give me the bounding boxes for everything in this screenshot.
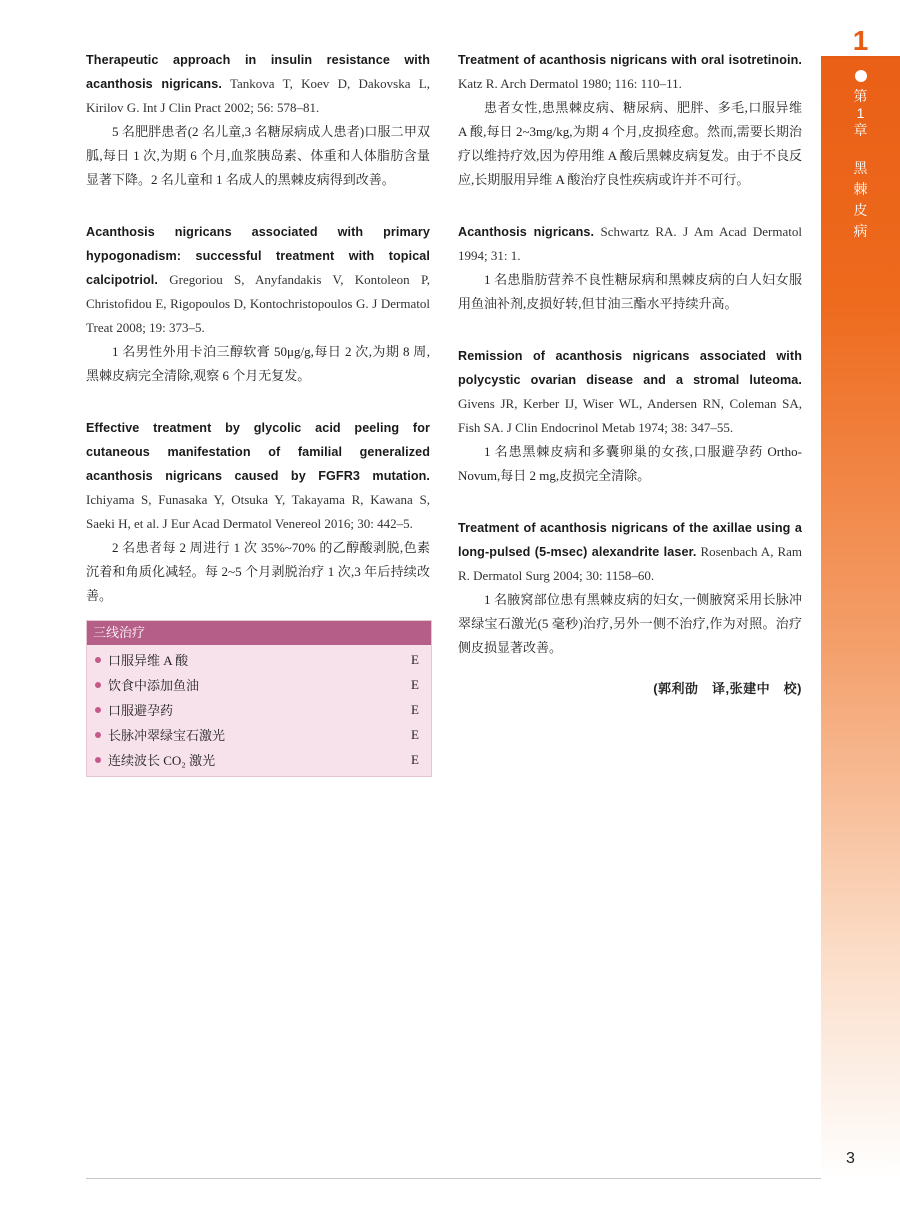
evidence-level: E (411, 701, 419, 717)
evidence-level: E (411, 651, 419, 667)
reference-text (86, 416, 430, 536)
page-number: 3 (846, 1150, 855, 1167)
reference-title: Treatment of acanthosis nigricans of the axillae using a long-pulsed (5-msec) alexandrite laser. (458, 521, 802, 559)
reference-citation: Rosenbach A, Ram R. Dermatol Surg 2004; 30: 1158–60. (458, 544, 802, 583)
reference-entry (86, 416, 430, 608)
right-column (458, 48, 802, 697)
reference-summary: 患者女性,患黑棘皮病、糖尿病、肥胖、多毛,口服异维 A 酸,每日 2~3mg/kg,为期 4 个月,皮损痊愈。然而,需要长期治疗以维持疗效,因为停用维 A 酸后黑棘皮病复发。由于不良反应,长期服用异维 A 酸治疗良性疾病或许并不可行。 (458, 100, 802, 187)
reference-text (458, 48, 802, 96)
reference-title: Effective treatment by glycolic acid peeling for cutaneous manifestation of familial generalized acanthosis nigricans caused by FGFR3 mutation. (86, 421, 430, 483)
table-body (87, 645, 431, 776)
circle-icon (855, 70, 867, 82)
reference-summary: 2 名患者每 2 周进行 1 次 35%~70% 的乙醇酸剥脱,色素沉着和角质化减轻。每 2~5 个月剥脱治疗 1 次,3 年后持续改善。 (86, 540, 430, 603)
reference-entry (86, 48, 430, 192)
bullet-icon (95, 657, 101, 663)
chapter-divider (821, 56, 900, 59)
reference-text (458, 344, 802, 440)
evidence-level: E (411, 726, 419, 742)
reference-summary: 1 名男性外用卡泊三醇软膏 50μg/g,每日 2 次,为期 8 周,黑棘皮病完全清除,观察 6 个月无复发。 (86, 344, 430, 383)
chapter-title (821, 158, 900, 242)
chapter-title-char: 病 (853, 223, 868, 239)
evidence-level: E (411, 751, 419, 767)
reference-title: Acanthosis nigricans. (458, 225, 595, 239)
reference-title: Remission of acanthosis nigricans associated with polycystic ovarian disease and a stromal luteoma. (458, 349, 802, 387)
reference-citation: Gregoriou S, Anyfandakis V, Kontoleon P, Christofidou E, Rigopoulos D, Kontochristopoulos G. J Dermatol Treat 2008; 19: 373–5. (86, 272, 430, 335)
chapter-label-char: 第 (853, 88, 868, 104)
reference-citation: Schwartz RA. J Am Acad Dermatol 1994; 31: 1. (458, 224, 802, 263)
left-column (86, 48, 430, 777)
chapter-label-char: 章 (853, 122, 868, 138)
reference-title: Therapeutic approach in insulin resistance with acanthosis nigricans. (86, 53, 430, 91)
chapter-title-char: 黑 (853, 160, 868, 176)
footer-rule (86, 1178, 821, 1179)
reference-text (86, 220, 430, 340)
table-header: 三线治疗 (87, 621, 431, 645)
third-line-therapy-table (86, 620, 432, 777)
reference-entry (458, 220, 802, 316)
therapy-label: 饮食中添加鱼油 (108, 678, 200, 693)
evidence-level: E (411, 676, 419, 692)
reference-summary: 1 名患脂肪营养不良性糖尿病和黑棘皮病的白人妇女服用鱼油补剂,皮损好转,但甘油三酯水平持续升高。 (458, 272, 802, 311)
reference-entry (458, 516, 802, 660)
reference-summary: 1 名患黑棘皮病和多囊卵巢的女孩,口服避孕药 Ortho-Novum,每日 2 mg,皮损完全清除。 (458, 444, 802, 483)
reference-citation: Ichiyama S, Funasaka Y, Otsuka Y, Takayama R, Kawana S, Saeki H, et al. J Eur Acad Dermatol Venereol 2016; 30: 442–5. (86, 492, 430, 531)
therapy-label: 口服异维 A 酸 (108, 653, 189, 668)
chapter-title-char: 棘 (853, 181, 868, 197)
therapy-label: 连续波长 CO₂ 激光 (108, 753, 216, 768)
bullet-icon (95, 682, 101, 688)
chapter-side-tab (821, 0, 900, 1222)
reference-title: Acanthosis nigricans associated with primary hypogonadism: successful treatment with topical calcipotriol. (86, 225, 430, 287)
translator-credit: (郭利劭 译,张建中 校) (653, 681, 802, 696)
reference-citation: Givens JR, Kerber IJ, Wiser WL, Andersen RN, Coleman SA, Fish SA. J Clin Endocrinol Metab 1974; 38: 347–55. (458, 396, 802, 435)
bullet-icon (95, 757, 101, 763)
chapter-label (821, 70, 900, 139)
table-row (87, 697, 431, 722)
reference-citation: Katz R. Arch Dermatol 1980; 116: 110–11. (458, 76, 682, 91)
bullet-icon (95, 732, 101, 738)
reference-entry (458, 48, 802, 192)
reference-summary: 5 名肥胖患者(2 名儿童,3 名糖尿病成人患者)口服二甲双胍,每日 1 次,为期 6 个月,血浆胰岛素、体重和人体脂肪含量显著下降。2 名儿童和 1 名成人的黑棘皮病得到改善。 (86, 124, 430, 187)
chapter-number: 1 (852, 25, 869, 56)
reference-text (458, 516, 802, 588)
table-row (87, 747, 431, 772)
chapter-label-char: 1 (856, 105, 865, 121)
reference-entry (458, 344, 802, 488)
therapy-label: 长脉冲翠绿宝石激光 (108, 728, 226, 743)
reference-text (86, 48, 430, 120)
reference-summary: 1 名腋窝部位患有黑棘皮病的妇女,一侧腋窝采用长脉冲翠绿宝石激光(5 毫秒)治疗,另外一侧不治疗,作为对照。治疗侧皮损显著改善。 (458, 592, 802, 655)
bullet-icon (95, 707, 101, 713)
chapter-title-char: 皮 (853, 202, 868, 218)
reference-citation: Tankova T, Koev D, Dakovska L, Kirilov G. Int J Clin Pract 2002; 56: 578–81. (86, 76, 430, 115)
table-row (87, 672, 431, 697)
table-row (87, 722, 431, 747)
reference-title: Treatment of acanthosis nigricans with oral isotretinoin. (458, 53, 802, 67)
reference-text (458, 220, 802, 268)
therapy-label: 口服避孕药 (108, 703, 174, 718)
table-row (87, 647, 431, 672)
reference-entry (86, 220, 430, 388)
